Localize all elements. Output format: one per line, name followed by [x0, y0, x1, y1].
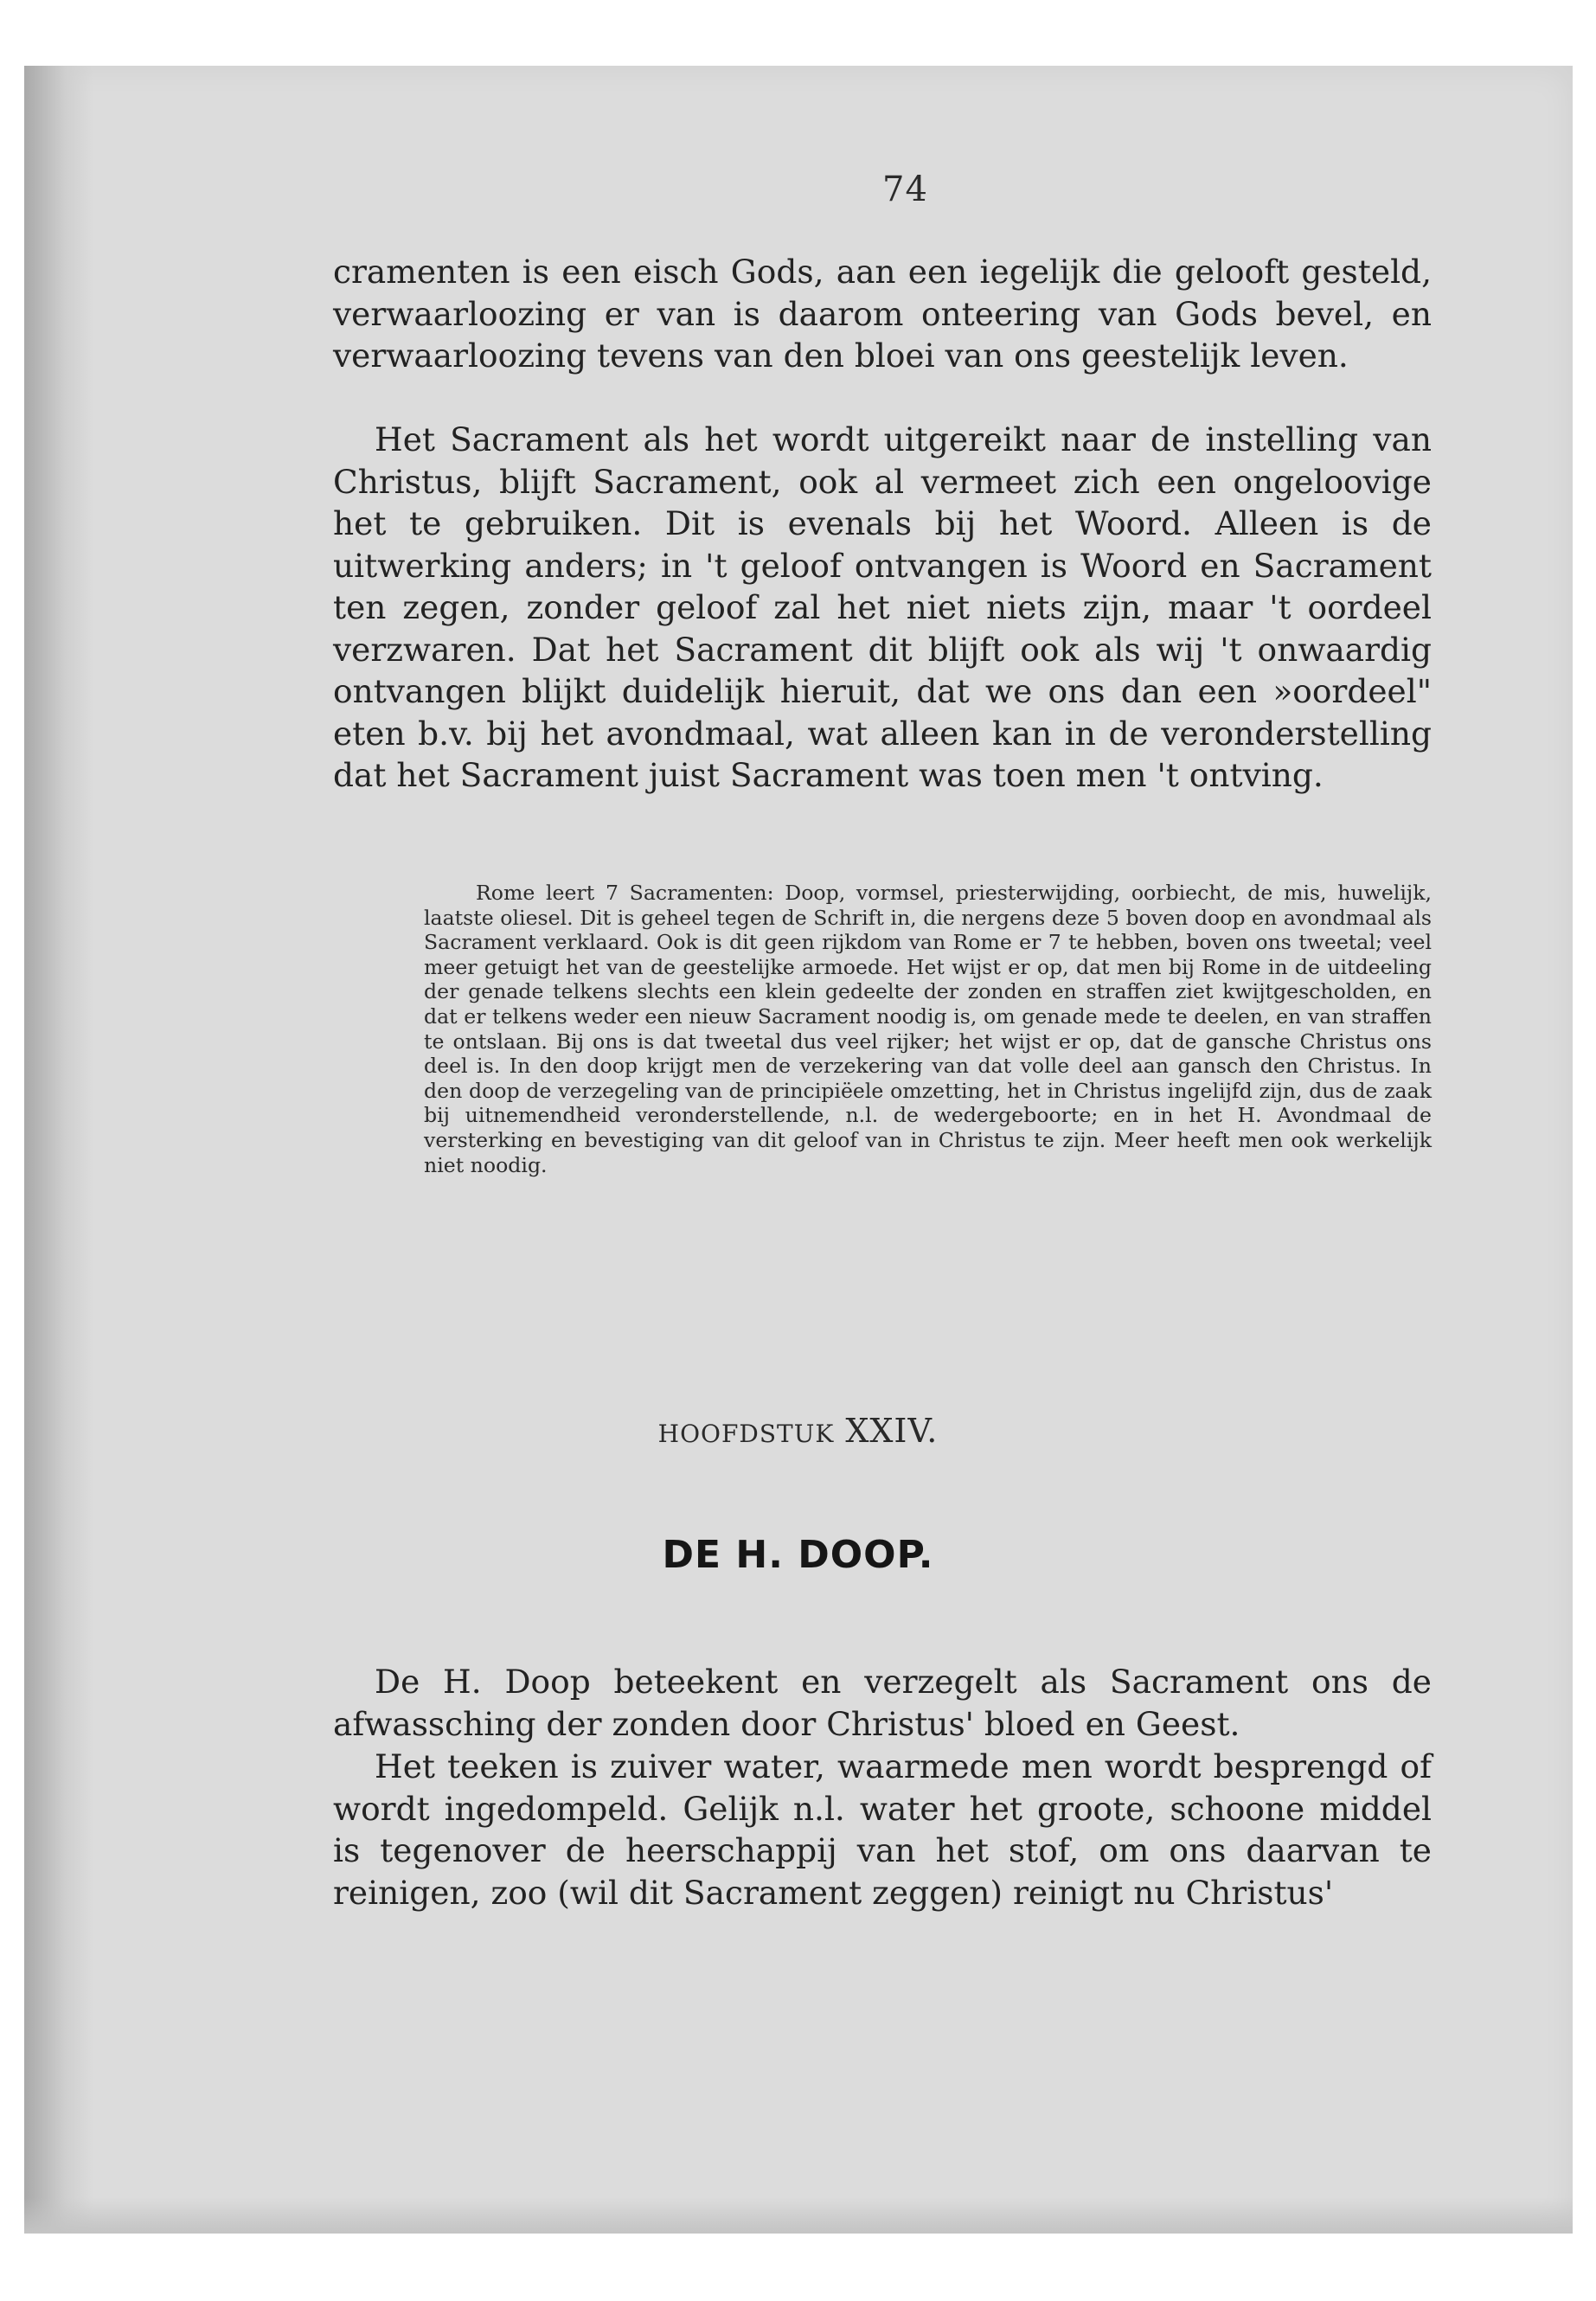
- chapter-title: DE H. DOOP.: [662, 1533, 934, 1577]
- chapter-label: HOOFDSTUK: [657, 1420, 835, 1448]
- page-spine-shadow: [24, 66, 93, 2234]
- page-number: 74: [882, 170, 928, 209]
- paragraph-continuation: cramenten is een eisch Gods, aan een iegelijk die gelooft gesteld, verwaarloozing er van is daarom onteering van Gods bevel, en verwaarloozing tevens van den bloei van ons geestelijk leven.: [333, 253, 1432, 375]
- chapter-heading: [0, 1412, 1596, 1450]
- paragraph-sacrament: Het Sacrament als het wordt uitgereikt naar de instelling van Christus, blijft Sacrament, ook al vermeet zich een ongeloovige het te gebruiken. Dit is evenals bij het Woord. Alleen is de uitwerking anders; in 't geloof ontvangen is Woord en Sacrament ten zegen, zonder geloof zal het niet niets zijn, maar 't oordeel verzwaren. Dat het Sacrament dit blijft ook als wij 't onwaardig ontvangen blijkt duidelijk hieruit, dat we ons dan een »oordeel" eten b.v. bij het avondmaal, wat alleen kan in de veronderstelling dat het Sacrament juist Sacrament was toen men 't ontving.: [333, 420, 1432, 794]
- paragraph-water-sign: Het teeken is zuiver water, waarmede men wordt besprengd of wordt ingedompeld. Gelijk n.l. water het groote, schoone middel is tegenover de heerschappij van het stof, om ons daarvan te reinigen, zoo (wil dit Sacrament zeggen) reinigt nu Christus': [333, 1747, 1432, 1912]
- paragraph-doop-meaning: De H. Doop beteekent en verzegelt als Sacrament ons de afwassching der zonden door Christus' bloed en Geest.: [333, 1663, 1432, 1743]
- footnote-rome-sacraments: Rome leert 7 Sacramenten: Doop, vormsel, priesterwijding, oorbiecht, de mis, huwelijk, laatste oliesel. Dit is geheel tegen de Schrift in, die nergens deze 5 boven doop en avondmaal als Sacrament verklaard. Ook is dit geen rijkdom van Rome er 7 te hebben, boven ons tweetal; veel meer getuigt het van de geestelijke armoede. Het wijst er op, dat men bij Rome in de uitdeeling der genade telkens slechts een klein gedeelte der zonden en straffen ziet kwijtgescholden, en dat er telkens weder een nieuw Sacrament noodig is, om genade mede te deelen, en van straffen te ontslaan. Bij ons is dat tweetal dus veel rijker; het wijst er op, dat de gansche Christus ons deel is. In den doop krijgt men de verzekering van dat volle deel aan gansch den Christus. In den doop de verzegeling van de principiëele omzetting, het in Christus ingelijfd zijn, dus de zaak bij uitnemendheid veronderstellende, n.l. de wedergeboorte; en in het H. Avondmaal de versterking en bevestiging van dit geloof van in Christus te zijn. Meer heeft men ook werkelijk niet noodig.: [424, 881, 1432, 1177]
- page-bottom-shadow: [24, 2197, 1573, 2234]
- chapter-number: XXIV.: [845, 1412, 939, 1450]
